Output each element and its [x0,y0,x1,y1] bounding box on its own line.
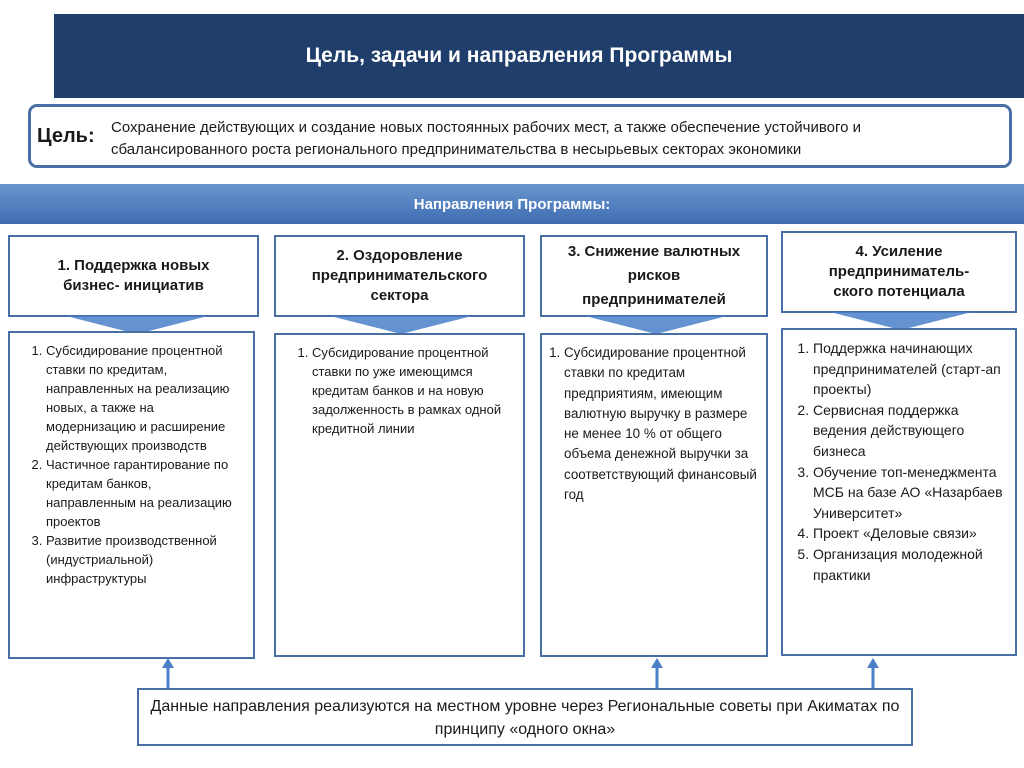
heading-line: предпринимательского [311,267,488,284]
page-title-text: Цель, задачи и направления Программы [305,44,733,67]
page-title [54,14,1024,98]
directions-header-text: Направления Программы: [413,195,611,213]
list-item: 2. Сервисная поддержка ведения действующего бизнеса [813,400,1007,462]
heading-line: бизнес- инициатив [63,277,204,294]
list-item: 1. Субсидирование процентной ставки по кредитам, направленных на реализацию новых, а также на модернизацию и расширение действующих производств [46,341,245,455]
directions-header [0,184,1024,224]
heading-line: 3. Снижение валютных [567,243,741,260]
heading-line: предприниматель- [828,263,970,280]
direction-3-arrow-shape [585,316,727,334]
direction-3-items [540,333,768,657]
heading-line: ского потенциала [833,283,965,300]
heading-line: 1. Поддержка новых [57,257,210,274]
list-item: 4. Проект «Деловые связи» [813,523,1007,544]
connector-arrows [0,655,1024,690]
direction-4-heading [781,231,1017,313]
heading-line: 4. Усиление [855,243,943,260]
direction-2-items [274,333,525,657]
list-item: 3. Развитие производственной (индустриальной) инфраструктуры [46,531,245,588]
heading-line: сектора [370,287,429,304]
goal-box [28,104,1012,168]
list-item: 1. Поддержка начинающих предпринимателей (старт-ап проекты) [813,338,1007,400]
list-item: 5. Организация молодежной практики [813,544,1007,585]
direction-1-heading [8,235,259,317]
direction-4-items [781,328,1017,656]
direction-2-heading [274,235,525,317]
list-item: 1. Субсидирование процентной ставки по уже имеющимся кредитам банков и на новую задолженность в рамках одной кредитной линии [312,343,515,438]
list-item: 3. Обучение топ-менеджмента МСБ на базе АО «Назарбаев Университет» [813,462,1007,524]
bottom-note-text: Данные направления реализуются на местном уровне через Региональные советы при Акиматах по принципу «одного окна» [150,698,900,738]
list-item: 1. Субсидирование процентной ставки по кредитам предприятиям, имеющим валютную выручку в размере не менее 10 % от общего объема денежной выручки за соответствующий финансовый год [564,343,758,505]
bottom-note-box [137,688,913,746]
direction-3-heading [540,235,768,317]
direction-2-arrow-shape [330,316,472,334]
connector-arrow-1 [162,658,174,689]
heading-line: рисков [627,267,681,284]
direction-1-items [8,331,255,659]
goal-label: Цель: [37,125,95,147]
connector-arrow-3 [651,658,663,689]
list-item: 2. Частичное гарантирование по кредитам банков, направленным на реализацию проектов [46,455,245,531]
heading-line: 2. Оздоровление [336,247,463,264]
connector-arrow-4 [867,658,879,689]
goal-text: Сохранение действующих и создание новых постоянных рабочих мест, а также обеспечение устойчивого и сбалансированного роста регионального предпринимательства в несырьевых секторах экономики [111,119,862,158]
heading-line: предпринимателей [582,291,726,308]
